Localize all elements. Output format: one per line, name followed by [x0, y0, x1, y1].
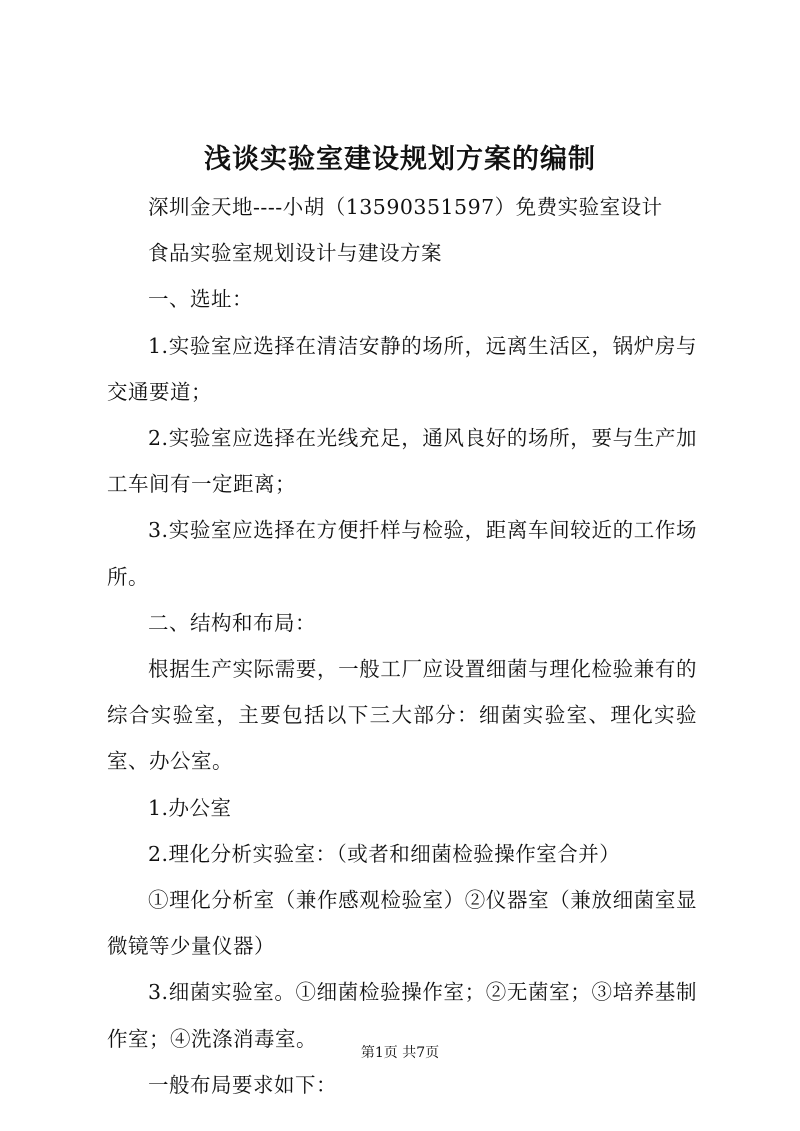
layout-item-office: 1.办公室: [148, 795, 232, 820]
site-item-1: 1.实验室应选择在清洁安静的场所，远离生活区，锅炉房与交通要道；: [107, 333, 697, 404]
document-title: 浅谈实验室建设规划方案的编制: [204, 144, 596, 175]
layout-general-requirements: 一般布局要求如下：: [148, 1072, 337, 1097]
document-body: [107, 184, 697, 1108]
subtitle-line: 食品实验室规划设计与建设方案: [148, 241, 442, 266]
layout-intro-paragraph: 根据生产实际需要，一般工厂应设置细菌与理化检验兼有的综合实验室，主要包括以下三大部分：细菌实验室、理化实验室、办公室。: [107, 657, 697, 774]
page-number-footer: 第1页 共7页: [360, 1045, 440, 1061]
section-heading-site: 一、选址：: [148, 287, 253, 312]
layout-item-physchem-lab: 2.理化分析实验室：（或者和细菌检验操作室合并）: [148, 841, 621, 866]
site-item-2: 2.实验室应选择在光线充足，通风良好的场所，要与生产加工车间有一定距离；: [107, 426, 697, 497]
layout-item-physchem-rooms: ①理化分析室（兼作感观检验室）②仪器室（兼放细菌室显微镜等少量仪器）: [107, 888, 697, 959]
site-item-3: 3.实验室应选择在方便扦样与检验，距离车间较近的工作场所。: [107, 518, 697, 589]
contact-line: 深圳金天地----小胡（13590351597）免费实验室设计: [148, 195, 663, 219]
layout-item-bacteria-lab: 3.细菌实验室。①细菌检验操作室；②无菌室；③培养基制作室；④洗涤消毒室。: [107, 980, 697, 1051]
section-heading-layout: 二、结构和布局：: [148, 610, 316, 635]
